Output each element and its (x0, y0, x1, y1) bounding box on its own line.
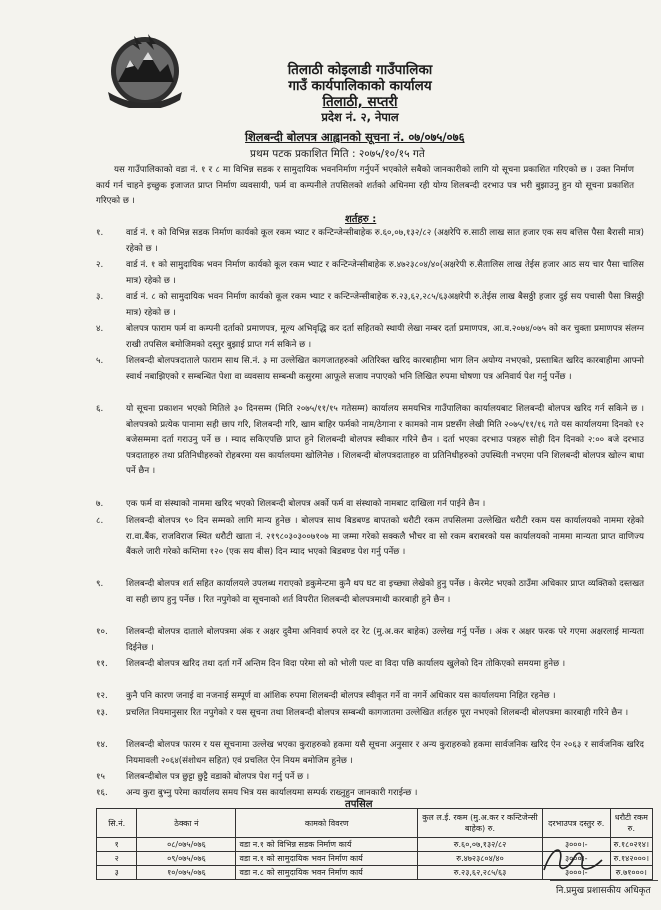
notice-title: शिलबन्दी बोलपत्र आह्वानको सूचना नं. ०७/०७५/०७६ (245, 130, 465, 144)
table-cell: १०/०७५/०७६ (137, 866, 236, 880)
condition-text: शिलबन्दी बोलपत्र ९० दिन सम्मको लागि मान्य हुनेछ । बोलपत्र साथ बिडबण्ड बापतको धरौटी रकम तपसिलमा उल्लेखित धरौटी रकम यस कार्यालयको नाममा रहेको रा.वा.बैंक, राजविराज स्थित धरौटी खाता नं. २१९८०३०३००७१०७ मा जम्मा गरेको सक्कलै भौचर वा सो रकम बराबरको यस कार्यालयको नाममा मान्यता प्राप्त वाणिज्य बैंकले जारी गरेको कम्तिमा १२० (एक सय बीस) दिन म्याद भएको बिडबण्ड पेश गर्नु पर्नेछ । (126, 516, 644, 558)
condition-text: यो सूचना प्रकाशन भएको मितिले ३० दिनसम्म (मिति २०७५/११/१५ गतेसम्म) कार्यालय समयभित्र गाउँपालिका कार्यालयबाट शिलबन्दी बोलपत्र खरिद गर्न सकिने छ । बोलपत्रको प्रत्येक पानामा सही छाप गरि, शिलबन्दी गरि, खाम बाहिर फर्मको नाम/ठेगाना र कामको नाम प्रष्टसँग लेखी मिति २०७५/११/१६ गते यस कार्यालयमा दिनको १२ बजेसम्ममा दर्ता गराउनु पर्ने छ । म्याद सकिएपछि प्राप्त हुने शिलबन्दी बोलपत्र स्वीकार गरिने छैन । दर्ता भएका दरभाउ पत्रहरु सोही दिन दिनको २:०० बजे दरभाउ पत्रदाताहरु तथा प्रतिनिधीहरुको रोहबरमा यस कार्यालयमा खोलिनेछ । शिलबन्दी बोलपत्रदाताहरु वा प्रतिनिधीहरुको उपस्थिती नभएमा पनि शिलबन्दी बोलपत्र खोल्न बाधा पर्ने छैन । (126, 404, 644, 477)
table-cell: ०९/०७५/०७६ (137, 852, 236, 866)
table-cell: २ (97, 852, 137, 866)
signature-line (550, 880, 658, 881)
condition-text: एक फर्म वा संस्थाको नाममा खरिद भएको शिलबन्दी बोलपत्र अर्को फर्म वा संस्थाको नामबाट दाखिला गर्न पाईने छैन । (126, 499, 486, 509)
table-cell: रु.१४२०००। (610, 852, 652, 866)
condition-number: १. (96, 228, 104, 238)
condition-text: वार्ड नं. ८ को सामुदायिक भवन निर्माण कार्यको कूल रकम भ्याट र कन्टिन्जेन्सीबाहेक रु.२३,६२,२८५/६३अक्षरेपी रु.तेईस लाख बैसठ्ठी हजार दुई सय पचासी पैसा त्रिसठ्ठी मात्र) रहेको छ । (126, 292, 644, 318)
table-cell: रु.६०,०७,१३२/८२ (418, 838, 543, 852)
condition-number: ८. (96, 516, 104, 526)
condition-number: ९. (96, 579, 104, 589)
schedule-title: तपसिल (345, 799, 373, 810)
column-header: सि.नं. (97, 809, 137, 838)
handwritten-signature-icon (538, 840, 608, 880)
table-header-row (97, 809, 653, 838)
condition-text: कुनै पनि कारण जनाई वा नजनाई सम्पूर्ण वा आंशिक रुपमा शिलबन्दी बोलपत्र स्वीकृत गर्ने वा नगर्ने अधिकार यस कार्यालयमा निहित रहनेछ । (126, 691, 556, 701)
condition-text: शिलबन्दी बोलपत्र फारम र यस सूचनामा उल्लेख भएका कुराहरुको हकमा यसै सूचना अनुसार र अन्य कुराहरुको हकमा सार्वजनिक खरिद ऐन २०६३ र सार्वजनिक खरिद नियमावली २०६४(संशोधन सहित) एवं प्रचलित ऐन नियम बमोजिम हुनेछ । (126, 740, 644, 766)
condition-number: १६. (96, 788, 108, 798)
nepal-emblem-icon (104, 30, 186, 108)
condition-number: २. (96, 260, 104, 270)
condition-number: ७. (96, 499, 104, 509)
condition-text: बोलपत्र फाराम फर्म वा कम्पनी दर्ताको प्रमाणपत्र, मूल्य अभिवृद्धि कर दर्ता सहितको स्थायी लेखा नम्बर दर्ता प्रमाणपत्र, आ.व.२०७४/०७५ को कर चुक्ता प्रमाणपत्र संलग्न राखी तपसिल बमोजिमको दस्तुर बुझाई प्राप्त गर्न सकिने छ । (126, 324, 644, 350)
condition-number: १३. (96, 708, 108, 718)
intro-paragraph (96, 163, 634, 210)
conditions-title: शर्तहरु : (345, 214, 377, 225)
signatory-title: नि.प्रमुख प्रशासकीय अधिकृत (556, 886, 651, 896)
condition-number: १२. (96, 691, 108, 701)
condition-text: वार्ड नं. १ को सामुदायिक भवन निर्माण कार्यको कूल रकम भ्याट र कन्टिन्जेन्सीबाहेक रु.४७२३८०४/४०(अक्षरेपी रु.सैतालिस लाख तेईस हजार आठ सय चार पैसा चालिस मात्र) रहेको छ । (126, 260, 644, 286)
condition-text: शिलबन्दी बोलपत्र दाताले बोलपत्रमा अंक र अक्षर दुवैमा अनिवार्य रुपले दर रेट (मु.अ.कर बाहेक) उल्लेख गर्नु पर्नेछ । अंक र अक्षर फरक परे गएमा अक्षरलाई मान्यता दिईनेछ । (126, 627, 644, 653)
condition-number: ३. (96, 292, 104, 302)
province-line: प्रदेश नं. २, नेपाल (321, 110, 399, 124)
column-header: ठेक्का नं (137, 809, 236, 838)
notice-date: प्रथम पटक प्रकाशित मिति : २०७५/१०/१५ गते (250, 148, 425, 160)
table-cell: वडा न.१ को सामुदायिक भवन निर्माण कार्य (236, 852, 418, 866)
condition-number: १०. (96, 627, 108, 637)
condition-text: शिलबन्दी बोलपत्रदाताले फाराम साथ सि.नं. ३ मा उल्लेखित कागजातहरुको अतिरिक्त खरिद कारबाहीमा भाग लिन अयोग्य नभएको, प्रस्ताबित खरिद कारबाहीमा आफ्नो स्वार्थ नबाझिएको र सम्बन्धित पेशा वा व्यवसाय सम्बन्धी कसुरमा आफूले सजाय नपाएको भनि लिखित रुपमा घोषणा पत्र अनिवार्य पेश गर्नु पर्नेछ । (126, 356, 644, 382)
intro-text: यस गाउँपालिकाको वडा नं. १ र ८ मा विभिन्न सडक र सामुदायिक भवननिर्माण गर्नुपर्ने भएकोले सबैको जानकारीको लागि यो सूचना प्रकाशित गरिएको छ । उक्त निर्माण कार्य गर्न चाहने इच्छुक इजाजत प्राप्त निर्माण व्यवसायी, फर्म वा कम्पनीले तपसिलको शर्तको अधिनमा रही योग्य शिलबन्दी दरभाउ पत्र भरी बुझाउनु हुन यो सूचना प्रकाशित गरिएको छ । (96, 165, 634, 207)
condition-number: १५ (96, 772, 105, 782)
table-cell: रु.२३,६२,२८५/६३ (418, 866, 543, 880)
condition-number: ११. (96, 659, 108, 669)
table-cell: वडा न.८ को सामुदायिक भवन निर्माण कार्य (236, 866, 418, 880)
table-cell: ३०००।- (542, 866, 610, 880)
table-cell: ३ (97, 866, 137, 880)
condition-number: ४. (96, 324, 104, 334)
condition-text: प्रचलित नियमानुसार रित नपुगेको र यस सूचना तथा शिलबन्दी बोलपत्र सम्बन्धी कागजातमा उल्लेखित शर्तहरु पूरा नभएको शिलबन्दी बोलपत्रमा कारबाही गरिने छैन । (126, 708, 629, 718)
condition-text: अन्य कुरा बुभ्नु परेमा कार्यालय समय भित्र यस कार्यालयमा सम्पर्क राख्नुहुन जानकारी गराईन्छ । (126, 788, 418, 798)
office-address: तिलाठी, सप्तरी (322, 94, 398, 110)
table-cell: ३०००।- (542, 838, 610, 852)
column-header: दरभाउपत्र दस्तुर रु. (542, 809, 610, 838)
condition-number: ५. (96, 356, 104, 366)
office-name: गाउँ कार्यपालिकाको कार्यालय (288, 78, 432, 94)
table-cell: १ (97, 838, 137, 852)
column-header: धरौटी रकम रु. (610, 809, 652, 838)
condition-number: १४. (96, 740, 108, 750)
condition-text: शिलबन्दी बोलपत्र खरिद तथा दर्ता गर्ने अन्तिम दिन विदा परेमा सो को भोली पल्ट वा विदा पछि कार्यालय खुलेको दिन तोकिएको समयमा हुनेछ । (126, 659, 566, 669)
table-cell: ०८/०७५/०७६ (137, 838, 236, 852)
condition-text: वार्ड नं. १ को विभिन्न सडक निर्माण कार्यको कूल रकम भ्याट र कन्टिन्जेन्सीबाहेक रु.६०,०७,१३२/८२ (अक्षरेपि रु.साठी लाख सात हजार एक सय बत्तिस पैसा बैरासी मात्र) रहेको छ । (126, 228, 644, 254)
condition-text: शिलबन्दी बोलपत्र शर्त सहित कार्यालयले उपलब्ध गराएको डकुमेन्टमा कुनै थप घट वा इच्छ्या लेखेको हुनु पर्नेछ । केरमेट भएको ठाउँमा अधिकार प्राप्त व्यक्तिको दस्तखत वा सही छाप हुनु पर्नेछ । रित नपुगेको वा सूचनाको शर्त विपरीत शिलबन्दी बोलपत्रमाथी कारबाही हुने छैन । (126, 579, 644, 605)
table-cell: रु.१८०२१४। (610, 838, 652, 852)
municipality-name: तिलाठी कोइलाडी गाउँपालिका (287, 62, 433, 78)
condition-text: शिलबन्दीबोल पत्र छुट्टा छुट्टै वडाको बोलपत्र पेश गर्नु पर्ने छ । (126, 772, 310, 782)
table-cell: रु.७१०००। (610, 866, 652, 880)
column-header: कुल ल.ई. रकम (मु.अ.कर र कन्टिजेन्सी बाहेक) रु. (418, 809, 543, 838)
column-header: कामको विवरण (236, 809, 418, 838)
table-cell: ३०००।- (542, 852, 610, 866)
table-cell: वडा न.१ को विभिन्न सडक निर्माण कार्य (236, 838, 418, 852)
table-cell: रु.४७२३८०४/४० (418, 852, 543, 866)
condition-number: ६. (96, 404, 104, 414)
